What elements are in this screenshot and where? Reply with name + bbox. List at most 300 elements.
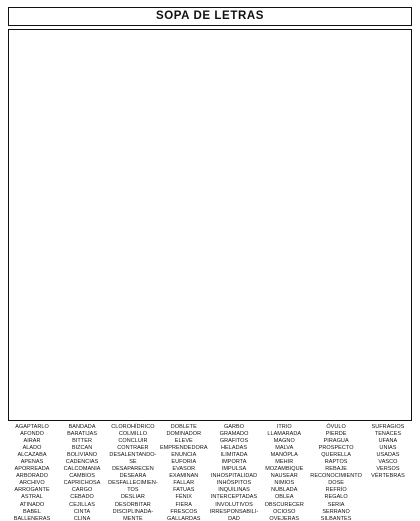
grid-cell <box>262 84 272 94</box>
grid-cell <box>189 245 199 255</box>
grid-cell <box>86 144 96 154</box>
word-list-item: NAUSEAR <box>270 473 298 480</box>
grid-cell <box>210 407 220 417</box>
word-list-item: BALLENERAS <box>13 515 51 521</box>
grid-cell <box>251 296 261 306</box>
grid-cell <box>23 215 33 225</box>
grid-cell <box>158 356 168 366</box>
grid-cell <box>13 235 23 245</box>
grid-cell <box>86 245 96 255</box>
grid-cell <box>54 377 64 387</box>
grid-cell <box>314 387 324 397</box>
grid-cell <box>293 326 303 336</box>
grid-cell <box>324 296 334 306</box>
grid-cell <box>200 296 210 306</box>
grid-cell <box>200 387 210 397</box>
grid-cell <box>386 245 396 255</box>
grid-cell <box>293 164 303 174</box>
grid-cell <box>314 33 324 43</box>
grid-cell <box>137 225 147 235</box>
grid-cell <box>397 286 407 296</box>
grid-cell <box>86 53 96 63</box>
grid-cell <box>137 43 147 53</box>
grid-cell <box>386 94 396 104</box>
grid-cell <box>23 185 33 195</box>
grid-cell <box>241 53 251 63</box>
grid-cell <box>283 245 293 255</box>
grid-cell <box>251 255 261 265</box>
grid-cell <box>386 154 396 164</box>
grid-cell <box>23 356 33 366</box>
grid-cell <box>376 265 386 275</box>
grid-cell <box>314 73 324 83</box>
grid-cell <box>386 33 396 43</box>
grid-cell <box>386 276 396 286</box>
grid-cell <box>251 134 261 144</box>
grid-cell <box>241 144 251 154</box>
grid-cell <box>23 43 33 53</box>
grid-cell <box>324 134 334 144</box>
grid-cell <box>397 316 407 326</box>
word-list-item: CARGO <box>71 487 93 494</box>
grid-cell <box>293 134 303 144</box>
grid-cell <box>220 195 230 205</box>
grid-cell <box>386 296 396 306</box>
grid-cell <box>65 407 75 417</box>
grid-cell <box>34 104 44 114</box>
grid-cell <box>231 63 241 73</box>
grid-cell <box>241 346 251 356</box>
grid-cell <box>386 387 396 397</box>
grid-cell <box>23 205 33 215</box>
grid-cell <box>106 407 116 417</box>
grid-cell <box>158 195 168 205</box>
grid-cell <box>251 397 261 407</box>
word-list-item: CLOROHÍDRICO <box>111 424 155 430</box>
grid-cell <box>251 326 261 336</box>
grid-cell <box>158 397 168 407</box>
grid-cell <box>200 306 210 316</box>
grid-cell <box>137 326 147 336</box>
word-list-item: UFANA <box>378 438 398 445</box>
grid-cell <box>148 306 158 316</box>
word-column <box>58 424 106 521</box>
grid-cell <box>293 205 303 215</box>
grid-cell <box>200 195 210 205</box>
grid-cell <box>75 326 85 336</box>
grid-cell <box>324 276 334 286</box>
grid-cell <box>148 63 158 73</box>
grid-cell <box>314 296 324 306</box>
grid-cell <box>303 377 313 387</box>
grid-cell <box>96 397 106 407</box>
grid-cell <box>314 174 324 184</box>
grid-cell <box>34 53 44 63</box>
grid-cell <box>376 245 386 255</box>
grid-cell <box>189 124 199 134</box>
grid-cell <box>169 104 179 114</box>
grid-cell <box>386 53 396 63</box>
grid-cell <box>293 265 303 275</box>
word-list-item: FÉNIX <box>175 494 192 501</box>
grid-cell <box>65 114 75 124</box>
grid-cell <box>106 286 116 296</box>
grid-cell <box>137 286 147 296</box>
grid-cell <box>200 124 210 134</box>
grid-cell <box>137 174 147 184</box>
grid-cell <box>376 94 386 104</box>
grid-cell <box>75 154 85 164</box>
word-list-item: CLINA <box>73 515 91 521</box>
grid-cell <box>334 134 344 144</box>
grid-cell <box>179 296 189 306</box>
grid-cell <box>44 134 54 144</box>
word-list-item: GALLARDAS <box>167 515 201 521</box>
grid-cell <box>262 306 272 316</box>
word-list-item: ASTRAL <box>21 494 43 501</box>
grid-cell <box>220 265 230 275</box>
grid-cell <box>179 306 189 316</box>
grid-cell <box>34 205 44 215</box>
grid-cell <box>34 215 44 225</box>
grid-cell <box>397 296 407 306</box>
grid-cell <box>241 174 251 184</box>
grid-cell <box>272 356 282 366</box>
grid-cell <box>355 225 365 235</box>
word-list-item: REFRÍO <box>325 487 347 494</box>
grid-cell <box>293 397 303 407</box>
grid-cell <box>376 63 386 73</box>
grid-cell <box>355 154 365 164</box>
grid-cell <box>169 265 179 275</box>
grid-cell <box>117 235 127 245</box>
grid-cell <box>376 366 386 376</box>
grid-cell <box>137 124 147 134</box>
grid-cell <box>324 366 334 376</box>
grid-cell <box>220 114 230 124</box>
grid-cell <box>127 195 137 205</box>
grid-cell <box>189 326 199 336</box>
grid-cell <box>303 104 313 114</box>
grid-cell <box>75 124 85 134</box>
grid-cell <box>283 387 293 397</box>
word-list-item: NUBLADA <box>271 487 298 494</box>
grid-cell <box>283 124 293 134</box>
grid-cell <box>169 316 179 326</box>
grid-cell <box>397 235 407 245</box>
grid-cell <box>366 104 376 114</box>
grid-cell <box>86 164 96 174</box>
grid-cell <box>179 43 189 53</box>
grid-cell <box>117 296 127 306</box>
grid-cell <box>189 104 199 114</box>
grid-cell <box>210 215 220 225</box>
grid-cell <box>324 336 334 346</box>
grid-cell <box>13 326 23 336</box>
grid-cell <box>345 397 355 407</box>
word-list-item: HELADAS <box>221 445 248 452</box>
grid-cell <box>272 114 282 124</box>
word-list-item: IMPULSA <box>221 466 247 473</box>
grid-cell <box>283 134 293 144</box>
grid-cell <box>189 255 199 265</box>
grid-cell <box>75 215 85 225</box>
grid-cell <box>23 73 33 83</box>
grid-cell <box>117 306 127 316</box>
grid-cell <box>23 134 33 144</box>
grid-cell <box>106 43 116 53</box>
grid-cell <box>262 245 272 255</box>
grid-cell <box>127 205 137 215</box>
grid-cell <box>158 53 168 63</box>
grid-cell <box>386 286 396 296</box>
grid-cell <box>262 185 272 195</box>
grid-cell <box>86 306 96 316</box>
grid-cell <box>241 377 251 387</box>
grid-cell <box>355 104 365 114</box>
grid-cell <box>314 43 324 53</box>
grid-cell <box>106 33 116 43</box>
grid-cell <box>366 407 376 417</box>
grid-cell <box>334 53 344 63</box>
grid-cell <box>334 205 344 215</box>
grid-cell <box>189 276 199 286</box>
grid-cell <box>231 215 241 225</box>
grid-cell <box>23 154 33 164</box>
grid-cell <box>13 286 23 296</box>
grid-cell <box>386 377 396 387</box>
grid-cell <box>179 134 189 144</box>
grid-cell <box>272 134 282 144</box>
grid-cell <box>65 235 75 245</box>
grid-cell <box>117 326 127 336</box>
grid-cell <box>324 114 334 124</box>
word-list-item: MEHIR <box>275 459 294 466</box>
grid-cell <box>324 124 334 134</box>
grid-cell <box>324 33 334 43</box>
grid-cell <box>65 225 75 235</box>
word-list-item: OBLEA <box>274 494 294 501</box>
grid-cell <box>251 164 261 174</box>
grid-cell <box>117 336 127 346</box>
grid-cell <box>251 245 261 255</box>
grid-cell <box>44 407 54 417</box>
grid-cell <box>200 336 210 346</box>
grid-cell <box>355 53 365 63</box>
grid-cell <box>324 407 334 417</box>
grid-cell <box>334 33 344 43</box>
grid-cell <box>34 195 44 205</box>
grid-cell <box>293 124 303 134</box>
grid-cell <box>386 84 396 94</box>
grid-cell <box>148 286 158 296</box>
grid-cell <box>75 286 85 296</box>
grid-cell <box>86 235 96 245</box>
grid-cell <box>272 336 282 346</box>
grid-cell <box>386 215 396 225</box>
grid-cell <box>366 205 376 215</box>
grid-cell <box>23 296 33 306</box>
grid-cell <box>262 134 272 144</box>
word-list-item: DAD <box>228 515 240 521</box>
grid-cell <box>262 286 272 296</box>
grid-cell <box>179 356 189 366</box>
grid-cell <box>210 225 220 235</box>
grid-cell <box>220 316 230 326</box>
grid-cell <box>220 245 230 255</box>
grid-cell <box>65 174 75 184</box>
grid-cell <box>262 164 272 174</box>
word-list-item: REBAJE <box>325 466 347 473</box>
grid-cell <box>241 397 251 407</box>
grid-cell <box>13 164 23 174</box>
grid-cell <box>96 33 106 43</box>
grid-cell <box>200 154 210 164</box>
grid-cell <box>272 407 282 417</box>
grid-cell <box>23 245 33 255</box>
grid-cell <box>397 336 407 346</box>
grid-cell <box>314 144 324 154</box>
grid-cell <box>210 33 220 43</box>
grid-cell <box>117 43 127 53</box>
grid-cell <box>366 387 376 397</box>
grid-cell <box>179 225 189 235</box>
grid-cell <box>262 366 272 376</box>
grid-cell <box>376 84 386 94</box>
grid-cell <box>324 174 334 184</box>
grid-cell <box>137 245 147 255</box>
word-list-item: USADAS <box>376 452 400 459</box>
grid-cell <box>262 316 272 326</box>
grid-cell <box>54 84 64 94</box>
grid-cell <box>179 245 189 255</box>
grid-cell <box>293 185 303 195</box>
grid-cell <box>231 185 241 195</box>
grid-cell <box>117 185 127 195</box>
grid-cell <box>231 154 241 164</box>
grid-cell <box>169 63 179 73</box>
grid-cell <box>283 94 293 104</box>
grid-cell <box>241 164 251 174</box>
grid-cell <box>366 397 376 407</box>
grid-cell <box>345 225 355 235</box>
grid-cell <box>210 346 220 356</box>
grid-cell <box>334 94 344 104</box>
grid-cell <box>303 387 313 397</box>
grid-cell <box>54 144 64 154</box>
grid-cell <box>158 134 168 144</box>
grid-cell <box>127 235 137 245</box>
grid-cell <box>293 195 303 205</box>
grid-cell <box>386 366 396 376</box>
grid-cell <box>220 407 230 417</box>
grid-cell <box>65 195 75 205</box>
grid-cell <box>210 387 220 397</box>
grid-cell <box>106 336 116 346</box>
grid-cell <box>158 94 168 104</box>
word-column <box>364 424 412 521</box>
grid-cell <box>54 306 64 316</box>
grid-cell <box>96 195 106 205</box>
grid-cell <box>272 195 282 205</box>
grid-cell <box>366 43 376 53</box>
grid-cell <box>324 185 334 195</box>
grid-cell <box>189 265 199 275</box>
grid-cell <box>293 43 303 53</box>
word-list-item: SUFRAGIOS <box>371 424 405 430</box>
grid-cell <box>262 205 272 215</box>
grid-cell <box>376 215 386 225</box>
grid-cell <box>293 356 303 366</box>
grid-cell <box>366 134 376 144</box>
grid-cell <box>189 205 199 215</box>
grid-cell <box>334 346 344 356</box>
grid-cell <box>262 397 272 407</box>
grid-cell <box>314 53 324 63</box>
word-column <box>160 424 208 521</box>
grid-cell <box>169 53 179 63</box>
grid-cell <box>137 407 147 417</box>
grid-cell <box>200 255 210 265</box>
grid-cell <box>117 225 127 235</box>
grid-cell <box>179 235 189 245</box>
grid-cell <box>179 195 189 205</box>
grid-cell <box>366 356 376 366</box>
grid-cell <box>283 397 293 407</box>
grid-cell <box>283 366 293 376</box>
grid-cell <box>34 316 44 326</box>
grid-cell <box>44 306 54 316</box>
grid-cell <box>189 336 199 346</box>
grid-cell <box>54 185 64 195</box>
grid-cell <box>44 265 54 275</box>
grid-cell <box>44 316 54 326</box>
grid-cell <box>75 73 85 83</box>
grid-cell <box>158 185 168 195</box>
word-list-item: FIERA <box>175 501 192 508</box>
grid-cell <box>117 276 127 286</box>
grid-cell <box>75 84 85 94</box>
grid-cell <box>106 84 116 94</box>
grid-cell <box>75 276 85 286</box>
grid-cell <box>13 366 23 376</box>
grid-cell <box>386 205 396 215</box>
grid-cell <box>44 174 54 184</box>
puzzle-title-box <box>8 7 412 26</box>
grid-cell <box>293 53 303 63</box>
grid-cell <box>200 33 210 43</box>
grid-cell <box>148 33 158 43</box>
grid-cell <box>324 94 334 104</box>
grid-cell <box>251 366 261 376</box>
grid-cell <box>231 195 241 205</box>
grid-cell <box>127 255 137 265</box>
grid-cell <box>334 326 344 336</box>
grid-cell <box>334 43 344 53</box>
grid-cell <box>251 144 261 154</box>
grid-cell <box>34 225 44 235</box>
grid-cell <box>241 114 251 124</box>
grid-cell <box>241 387 251 397</box>
grid-cell <box>324 225 334 235</box>
word-list-item: COLMILLO <box>118 431 148 438</box>
grid-cell <box>324 205 334 215</box>
grid-cell <box>303 397 313 407</box>
grid-cell <box>210 114 220 124</box>
grid-cell <box>54 356 64 366</box>
grid-cell <box>158 276 168 286</box>
letter-grid <box>13 33 407 417</box>
